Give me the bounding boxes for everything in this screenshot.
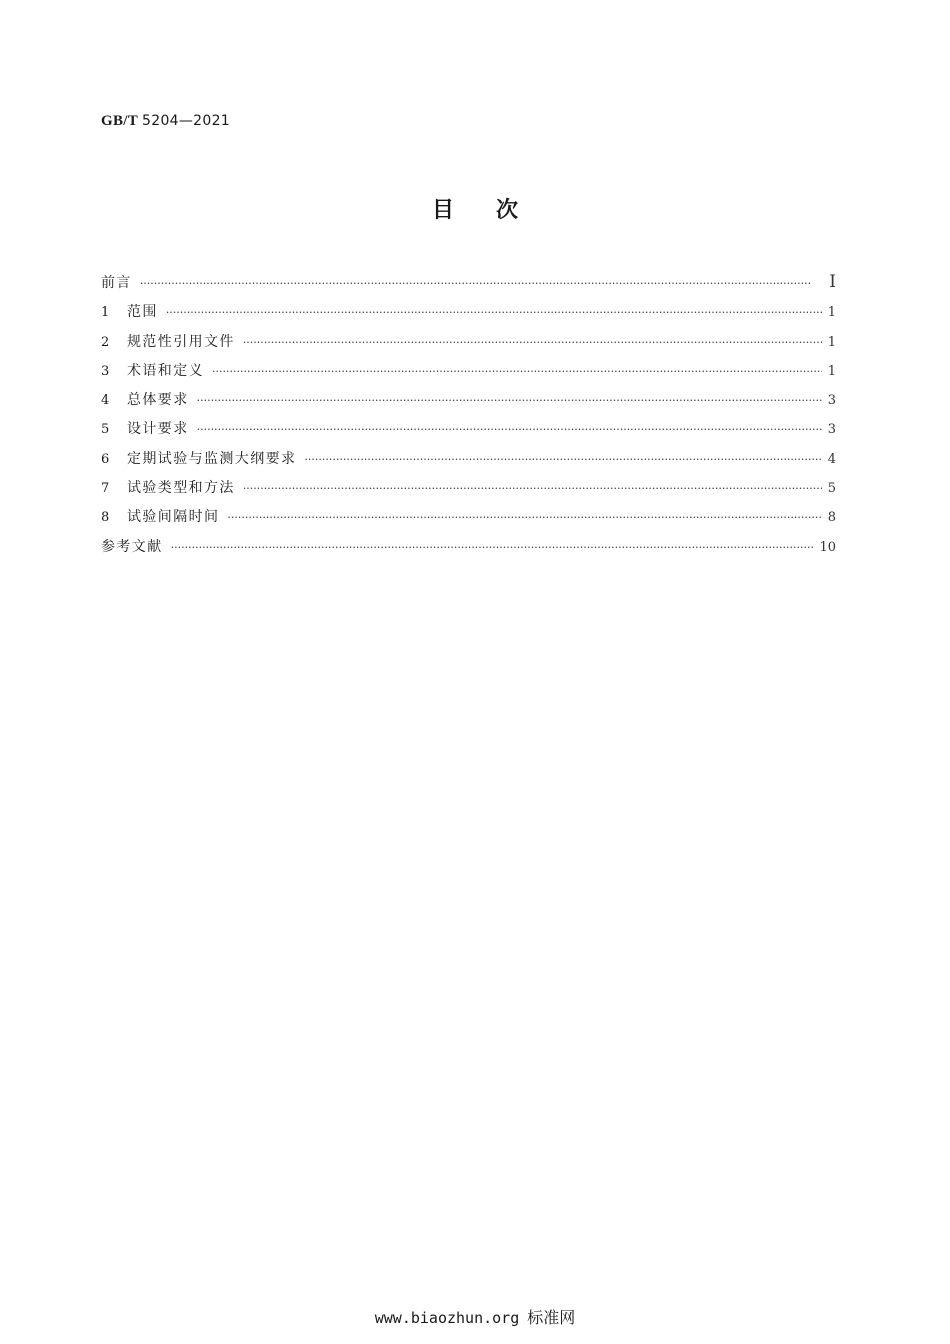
toc-section-number: 1 [101,305,110,321]
toc-entry-text: 总体要求 [127,392,189,409]
toc-section-number: 4 [101,393,110,409]
toc-dot-leader [243,336,822,349]
toc-dot-leader [140,277,823,290]
toc-entry-terms-definitions[interactable] [101,360,836,389]
toc-page-number: 8 [827,510,836,526]
toc-section-number: 7 [101,481,110,497]
toc-dot-leader [166,306,822,319]
toc-page-number: 1 [827,334,836,350]
toc-entry-text: 范围 [127,304,158,321]
toc-page-number: 10 [819,539,836,555]
toc-entry-text: 试验间隔时间 [127,509,220,526]
toc-entry-scope[interactable] [101,301,836,330]
toc-dot-leader [243,482,822,495]
toc-page-number: I [829,272,836,292]
toc-page-number: 5 [827,481,836,497]
toc-dot-leader [197,394,822,407]
toc-entry-text: 前言 [101,275,132,291]
toc-title: 目次 [431,198,560,223]
toc-entry-text: 设计要求 [127,421,189,438]
toc-section-number: 3 [101,363,110,379]
footer-url-link[interactable]: www.biaozhun.org [374,1309,520,1327]
toc-entry-text: 定期试验与监测大纲要求 [127,450,297,467]
standard-prefix: GB/T [101,113,139,129]
toc-dot-leader [227,511,821,524]
toc-section-number: 5 [101,422,110,438]
toc-dot-leader [304,453,821,466]
footer-site-name: 标准网 [527,1308,576,1327]
document-code [101,113,230,130]
toc-page-number: 1 [827,305,836,321]
standard-number: 5204—2021 [142,113,231,129]
toc-section-number: 2 [101,334,110,350]
toc-entry-text: 规范性引用文件 [127,333,235,350]
toc-entry-text: 术语和定义 [127,362,204,379]
toc-dot-leader [212,365,822,378]
toc-dot-leader [197,423,822,436]
toc-entry-foreword[interactable] [101,272,836,301]
toc-entry-test-types-methods[interactable] [101,477,836,506]
toc-entry-periodic-test-program[interactable] [101,448,836,477]
table-of-contents [101,272,836,565]
toc-entry-test-intervals[interactable] [101,506,836,535]
toc-page-number: 3 [827,393,836,409]
toc-page-number: 1 [827,363,836,379]
toc-section-number: 8 [101,510,110,526]
toc-entry-design-requirements[interactable] [101,418,836,447]
toc-entry-normative-references[interactable] [101,331,836,360]
toc-page-number: 4 [827,451,836,467]
toc-entry-general-requirements[interactable] [101,389,836,418]
toc-dot-leader [171,541,814,554]
toc-page-number: 3 [827,422,836,438]
toc-entry-bibliography[interactable] [101,536,836,565]
toc-entry-text: 参考文献 [101,538,163,555]
toc-entry-text: 试验类型和方法 [127,480,235,497]
toc-section-number: 6 [101,451,110,467]
page-footer [0,1305,950,1328]
